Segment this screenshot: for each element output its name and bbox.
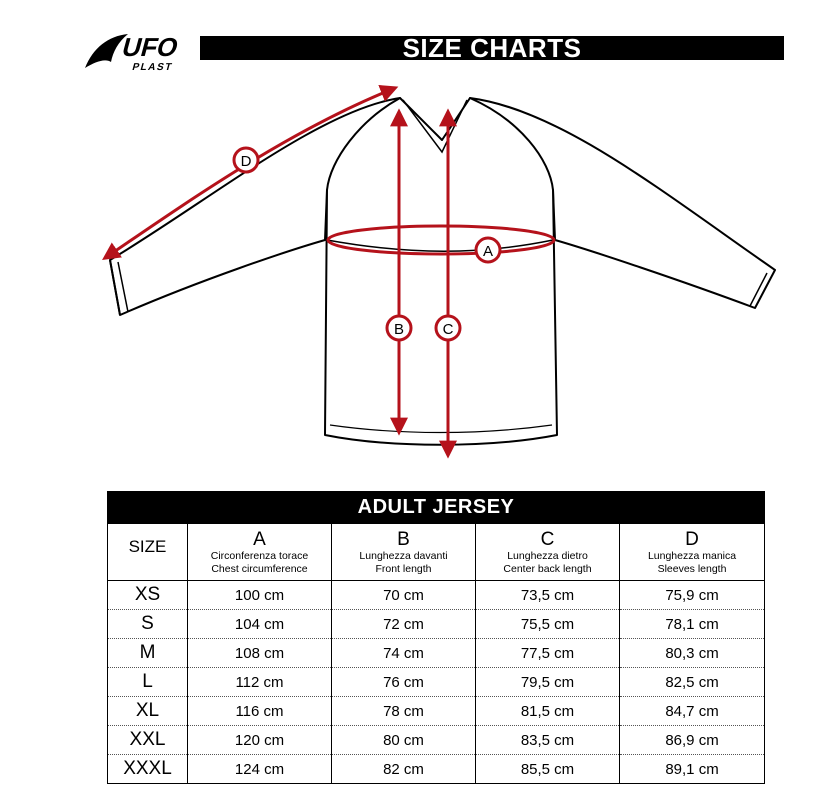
svg-text:PLAST: PLAST xyxy=(130,62,175,73)
cell-c: 79,5 cm xyxy=(476,668,620,697)
column-header-c: C Lunghezza dietro Center back length xyxy=(476,524,620,581)
cell-a: 112 cm xyxy=(188,668,332,697)
cell-b: 72 cm xyxy=(332,610,476,639)
size-table xyxy=(107,491,765,784)
table-header-row xyxy=(108,524,765,581)
cell-d: 84,7 cm xyxy=(620,697,765,726)
cell-b: 82 cm xyxy=(332,755,476,784)
size-cell: XS xyxy=(108,581,188,610)
measure-label-a xyxy=(476,238,500,262)
measure-label-c xyxy=(436,316,460,340)
cell-a: 108 cm xyxy=(188,639,332,668)
cell-c: 83,5 cm xyxy=(476,726,620,755)
table-row xyxy=(108,668,765,697)
measure-label-d xyxy=(234,148,258,172)
table-row xyxy=(108,755,765,784)
cell-a: 100 cm xyxy=(188,581,332,610)
cell-d: 82,5 cm xyxy=(620,668,765,697)
cell-c: 73,5 cm xyxy=(476,581,620,610)
cell-b: 76 cm xyxy=(332,668,476,697)
jersey-diagram xyxy=(90,80,790,460)
measure-label-b xyxy=(387,316,411,340)
page-title: SIZE CHARTS xyxy=(402,33,582,63)
size-cell: S xyxy=(108,610,188,639)
cell-c: 81,5 cm xyxy=(476,697,620,726)
cell-a: 116 cm xyxy=(188,697,332,726)
cell-c: 75,5 cm xyxy=(476,610,620,639)
column-header-a: A Circonferenza torace Chest circumference xyxy=(188,524,332,581)
cell-d: 89,1 cm xyxy=(620,755,765,784)
size-cell: XXL xyxy=(108,726,188,755)
cell-b: 70 cm xyxy=(332,581,476,610)
ufo-plast-logo xyxy=(83,28,213,76)
size-cell: XXXL xyxy=(108,755,188,784)
table-row xyxy=(108,639,765,668)
table-row xyxy=(108,726,765,755)
cell-d: 78,1 cm xyxy=(620,610,765,639)
table-row xyxy=(108,697,765,726)
size-cell: M xyxy=(108,639,188,668)
cell-d: 86,9 cm xyxy=(620,726,765,755)
svg-text:D: D xyxy=(240,153,252,170)
cell-d: 80,3 cm xyxy=(620,639,765,668)
svg-text:UFO: UFO xyxy=(118,32,182,62)
cell-c: 77,5 cm xyxy=(476,639,620,668)
svg-text:A: A xyxy=(482,243,494,260)
column-header-d: D Lunghezza manica Sleeves length xyxy=(620,524,765,581)
size-header: SIZE xyxy=(108,524,188,581)
cell-a: 120 cm xyxy=(188,726,332,755)
cell-b: 80 cm xyxy=(332,726,476,755)
column-header-b: B Lunghezza davanti Front length xyxy=(332,524,476,581)
svg-text:C: C xyxy=(442,321,454,338)
svg-text:B: B xyxy=(393,321,405,338)
size-cell: L xyxy=(108,668,188,697)
cell-b: 74 cm xyxy=(332,639,476,668)
cell-a: 104 cm xyxy=(188,610,332,639)
cell-d: 75,9 cm xyxy=(620,581,765,610)
cell-a: 124 cm xyxy=(188,755,332,784)
table-title: ADULT JERSEY xyxy=(108,492,765,524)
size-cell: XL xyxy=(108,697,188,726)
table-row xyxy=(108,581,765,610)
cell-c: 85,5 cm xyxy=(476,755,620,784)
table-row xyxy=(108,610,765,639)
cell-b: 78 cm xyxy=(332,697,476,726)
